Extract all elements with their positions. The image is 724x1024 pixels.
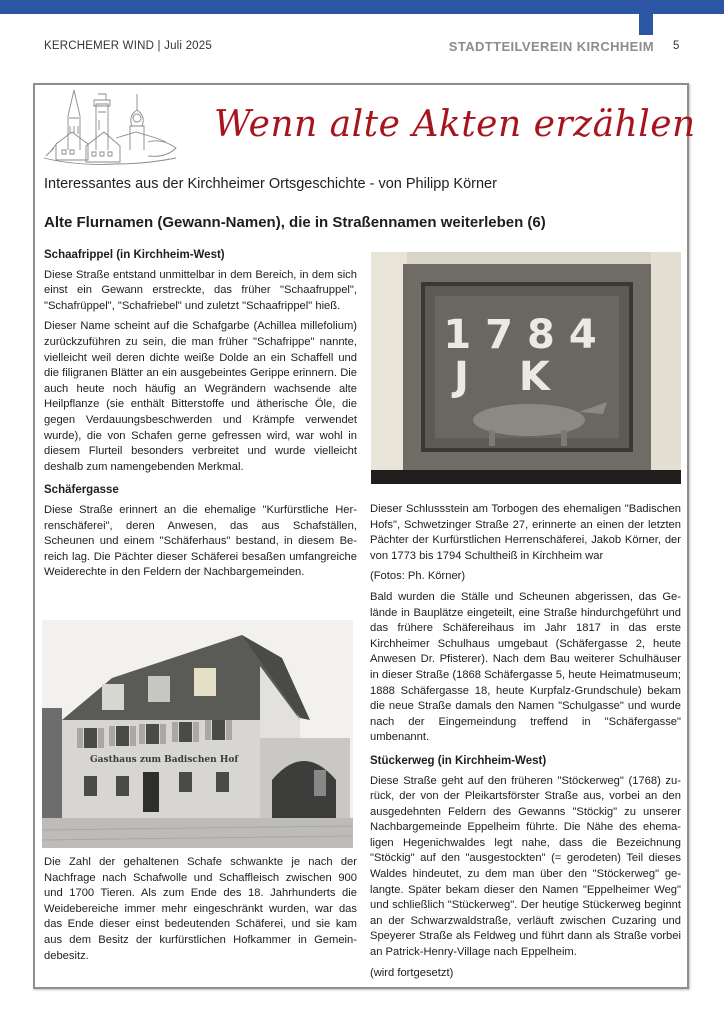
paragraph: Die Zahl der gehaltenen Schafe schwankte je nach der Nachfrage nach Schafwolle und Schaffleisch zwischen 900 und 1700 Tieren. Als zum Ende des 18. Jahrhunderts die Weidebereiche immer mehr eingeschränkt wurden, war das das Ende dieser einst bedeutenden Schäferei, und sie kam aus dem Besitz der kurfürstlichen Hofkammer in Gemeindebesitz.	[44, 856, 357, 962]
inn-photo	[42, 620, 353, 848]
keystone-photo	[371, 252, 681, 484]
left-column-lower	[44, 855, 357, 969]
photo-caption: Dieser Schlussstein am Torbogen des ehemaligen "Badischen Hofs", Schwetzinger Straße 27, erinnerte an einen der letzten Pächter der Kurfürstlichen Herrenschäferei, Jakob Körner, der von 1773 bis 1794 Schultheiß in Kirchheim war	[370, 503, 681, 562]
article-subtitle: Interessantes aus der Kirchheimer Ortsgeschichte - von Philipp Körner	[44, 176, 497, 192]
section-heading-schaefergasse: Schäfergasse	[44, 484, 119, 497]
header-color-band	[0, 0, 724, 14]
header-tab-marker	[639, 14, 653, 35]
keystone-initials: JK	[454, 354, 600, 400]
section-heading-stueckerweg: Stückerweg (in Kirchheim-West)	[370, 754, 547, 767]
photo-credit: (Fotos: Ph. Körner)	[370, 570, 466, 583]
publication-label: KERCHEMER WIND | Juli 2025	[44, 40, 212, 52]
paragraph: Diese Straße geht auf den früheren "Stöckerweg" (1768) zurück, der von der Pleikartsförster Straße aus, vorbei an den ausgedehnten Feldern des Gewanns "Stöckig" zu unserer Nachbargemeinde Eppelheim führte. Die Nähe des ehemaligen Hegenichwaldes legt nahe, dass die Bezeichnung "Stöckig" auf den "ausgestockten" (= gerodeten) Teil dieses Waldes hindeutet, zu dem man über den "Stöckerweg" gelangte. Später bekam dieser den Namen "Eppelheimer Weg" und schließlich "Stückerweg". Der heutige Stückerweg beginnt an der Schwarzwaldstraße, verläuft zwischen Cuzaring und Speyerer Straße als Feldweg und führt dann als Straße vorbei an Patrick-Henry-Village nach Eppelheim.	[370, 774, 681, 959]
left-column-upper	[44, 248, 357, 586]
continued-note: (wird fortgesetzt)	[370, 966, 454, 979]
section-heading-schaafrippel: Schaafrippel (in Kirchheim-West)	[44, 249, 225, 261]
series-title: Alte Flurnamen (Gewann-Namen), die in Straßennamen weiterleben (6)	[44, 214, 546, 231]
article-banner	[36, 86, 696, 170]
right-column	[370, 502, 681, 986]
banner-title: Wenn alte Akten erzählen	[214, 104, 696, 145]
inn-sign-text: Gasthaus zum Badischen Hof	[90, 755, 239, 765]
organization-label: STADTTEILVEREIN KIRCHHEIM	[448, 39, 654, 54]
paragraph: Dieser Name scheint auf die Schafgarbe (Achillea millefolium) zurückzuführen zu sein, die man früher "Schafrippe" nannte, vielleicht weil deren dichte weiße Dolde an ein Schaffell und die filigranen Blätter an ein ausgebeintes Gerippe erinnern. Die auch heute noch häufig an Wegrändern wachsende alte Heilpflanze (sie enthält Bitterstoffe und ätherische Öle, die gegen Verdauungsbeschwerden und Krämpfe verwendet wurde), die von Schafen gerne gefressen wird, war wohl in diesem Flurteil besonders verbreitet und wurde vielleicht deshalb zum namengebenden Merkmal.	[44, 320, 357, 473]
page-number: 5	[673, 40, 680, 52]
paragraph: Diese Straße erinnert an die ehemalige "Kurfürstliche Herrenschäferei", deren Anwesen, das aus Schafställen, Scheunen und einem "Schäferhaus" bestand, in diesem Bereich lag. Die Pächter dieser Schäferei besaßen umfangreiche Weiderechte in den Feldern der Nachbargemeinden.	[44, 503, 357, 579]
paragraph: Diese Straße entstand unmittelbar in dem Bereich, in dem sich einst ein Gewann erstreckte, das früher "Schaafruppel", "Schafrüppel", "Schafriebel" und zuletzt "Schaafrippel" hieß.	[44, 268, 357, 312]
town-sketch-icon	[36, 86, 186, 168]
keystone-year: 1784	[443, 312, 611, 358]
paragraph: Bald wurden die Ställe und Scheunen abgerissen, das Gelände in Bauplätze eingeteilt, eine Straße hindurchgeführt und das frühere Schäfereihaus im Jahr 1817 in das erste Kirchheimer Schulhaus umgebaut (Schäfergasse 2, heute Anwesen Dr. Pfisterer). Nach dem Bau weiterer Schulhäuser in dieser Straße (1868 Schäfergasse 5, heute Heimatmuseum; 1888 Schäfergasse 18, heute Kurpfalz-Grundschule) bekam die neue Straße damals den Namen "Schulgasse" und wurde nach der Eingemeindung treffend in "Schäfergasse" umbenannt.	[370, 590, 681, 744]
